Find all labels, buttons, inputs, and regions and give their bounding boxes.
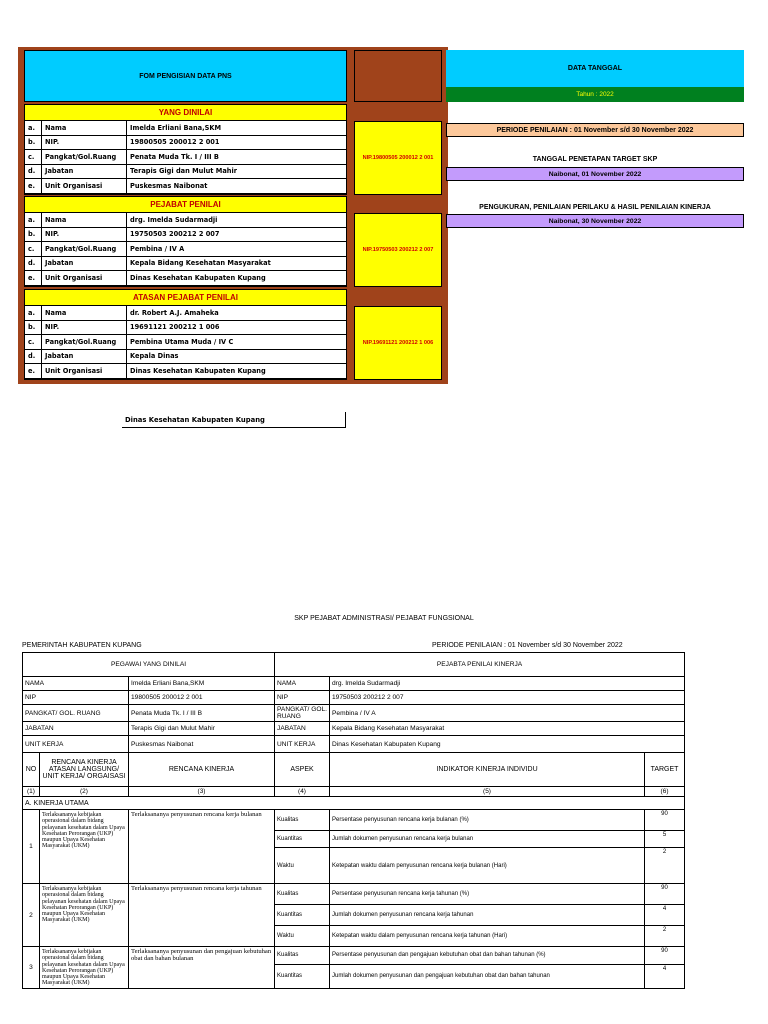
indicator-target: 2 xyxy=(645,848,685,884)
row-value: Kepala Dinas xyxy=(126,350,346,364)
indicator-target: 2 xyxy=(645,926,685,947)
form-row xyxy=(25,136,346,151)
left-id-value: Puskesmas Naibonat xyxy=(129,736,275,753)
indicator-aspek: Kualitas xyxy=(275,810,330,831)
row-letter: c. xyxy=(28,244,35,253)
form-row xyxy=(25,121,346,136)
row-value: 19800505 200012 2 001 xyxy=(126,136,346,150)
indicator-target: 90 xyxy=(645,810,685,831)
form-row xyxy=(25,364,346,379)
row-label: Jabatan xyxy=(41,165,126,179)
item-atasan: Terlaksananya kebijakan operasional dalam bidang pelayanan kesehatan dalam Upaya Kesehatan Perorangan (UKP) maupun Upaya Kesehatan Masyarakat (UKM) xyxy=(40,884,129,947)
col-atasan-head: RENCANA KINERJA ATASAN LANGSUNG/ UNIT KERJA/ ORGAISASI xyxy=(40,753,129,787)
right-id-label: JABATAN xyxy=(275,722,330,736)
footer-unit-text: Dinas Kesehatan Kabupaten Kupang xyxy=(125,415,265,424)
row-label: Pangkat/Gol.Ruang xyxy=(41,242,126,256)
row-value: Penata Muda Tk. I / III B xyxy=(126,150,346,164)
id-row xyxy=(23,722,685,736)
column-number-row xyxy=(23,787,685,797)
col-no-head: NO xyxy=(23,753,40,787)
indicator-target: 90 xyxy=(645,884,685,905)
left-party-heading: PEGAWAI YANG DINILAI xyxy=(23,653,275,677)
form-row xyxy=(25,321,346,336)
right-party-heading: PEJABTA PENILAI KINERJA xyxy=(275,653,685,677)
row-letter: a. xyxy=(28,215,35,224)
indicator-text: Ketepatan waktu dalam penyusunan rencana kerja tahunan (Hari) xyxy=(330,926,645,947)
row-letter: a. xyxy=(28,123,35,132)
target-date-box xyxy=(446,167,744,181)
indicator-text: Jumlah dokumen penyusunan dan pengajuan kebutuhan obat dan bahan tahunan xyxy=(330,964,645,988)
form-row xyxy=(25,242,346,257)
row-letter: c. xyxy=(28,337,35,346)
row-value: Terapis Gigi dan Mulut Mahir xyxy=(126,165,346,179)
row-label: Unit Organisasi xyxy=(41,364,126,378)
row-label: Unit Organisasi xyxy=(41,179,126,193)
nip-box-text: NIP.19691121 200212 1 006 xyxy=(362,340,434,346)
dates-year-box xyxy=(446,87,744,102)
row-label: Pangkat/Gol.Ruang xyxy=(41,335,126,349)
col-target-head: TARGET xyxy=(645,753,685,787)
target-heading: TANGGAL PENETAPAN TARGET SKP xyxy=(532,155,658,163)
skp-periode: PERIODE PENILAIAN : 01 November s/d 30 November 2022 xyxy=(432,642,623,649)
column-head-row xyxy=(23,753,685,787)
row-letter: b. xyxy=(28,323,36,332)
periode-box xyxy=(446,123,744,137)
id-row xyxy=(23,691,685,705)
penilaian-heading: PENGUKURAN, PENILAIAN PERILAKU & HASIL PENILAIAN KINERJA xyxy=(479,203,711,211)
indicator-target: 4 xyxy=(645,905,685,926)
left-id-label: UNIT KERJA xyxy=(23,736,129,753)
indicator-row xyxy=(23,810,685,831)
nip-box xyxy=(354,306,442,380)
indicator-text: Persentase penyusunan rencana kerja tahunan (%) xyxy=(330,884,645,905)
nip-box xyxy=(354,121,442,195)
section-a-label: A. KINERJA UTAMA xyxy=(23,797,685,810)
periode-text: PERIODE PENILAIAN : 01 November s/d 30 November 2022 xyxy=(496,126,694,134)
col-rencana-head: RENCANA KINERJA xyxy=(129,753,275,787)
indicator-text: Ketepatan waktu dalam penyusunan rencana kerja bulanan (Hari) xyxy=(330,848,645,884)
row-value: drg. Imelda Sudarmadji xyxy=(126,213,346,227)
row-value: Dinas Kesehatan Kabupaten Kupang xyxy=(126,364,346,378)
indicator-text: Jumlah dokumen penyusunan rencana kerja bulanan xyxy=(330,831,645,848)
section-heading: YANG DINILAI xyxy=(25,105,346,121)
indicator-aspek: Waktu xyxy=(275,848,330,884)
row-value: Pembina / IV A xyxy=(126,242,346,256)
row-letter: e. xyxy=(28,366,35,375)
row-value: 19750503 200212 2 007 xyxy=(126,228,346,242)
right-id-label: NAMA xyxy=(275,677,330,691)
form-title-box xyxy=(24,50,347,102)
id-row xyxy=(23,705,685,722)
nip-box-text: NIP.19750503 200212 2 007 xyxy=(362,247,434,253)
item-atasan: Terlaksananya kebijakan operasional dalam bidang pelayanan kesehatan dalam Upaya Kesehatan Perorangan (UKP) maupun Upaya Kesehatan Masyarakat (UKM) xyxy=(40,810,129,884)
row-label: NIP. xyxy=(41,228,126,242)
row-label: NIP. xyxy=(41,136,126,150)
target-date: Naibonat, 01 November 2022 xyxy=(548,170,642,178)
row-value: Puskesmas Naibonat xyxy=(126,179,346,193)
col-rencana-number: (3) xyxy=(129,787,275,797)
left-id-value: 19800505 200012 2 001 xyxy=(129,691,275,705)
form-row xyxy=(25,306,346,321)
row-value: Kepala Bidang Kesehatan Masyarakat xyxy=(126,257,346,271)
right-id-value: Dinas Kesehatan Kabupaten Kupang xyxy=(330,736,685,753)
row-letter: e. xyxy=(28,273,35,282)
row-label: Jabatan xyxy=(41,350,126,364)
pemerintah-label: PEMERINTAH KABUPATEN KUPANG xyxy=(22,642,142,649)
right-id-label: PANGKAT/ GOL. RUANG xyxy=(275,705,330,722)
right-id-value: Pembina / IV A xyxy=(330,705,685,722)
col-target-number: (6) xyxy=(645,787,685,797)
indicator-text: Persentase penyusunan rencana kerja bulanan (%) xyxy=(330,810,645,831)
indicator-aspek: Kualitas xyxy=(275,947,330,965)
right-id-value: 19750503 200212 2 007 xyxy=(330,691,685,705)
footer-unit-box xyxy=(122,412,346,428)
left-id-value: Penata Muda Tk. I / III B xyxy=(129,705,275,722)
col-indikator-number: (5) xyxy=(330,787,645,797)
section-row xyxy=(23,797,685,810)
form-section-2 xyxy=(24,196,347,287)
form-row xyxy=(25,335,346,350)
right-id-value: Kepala Bidang Kesehatan Masyarakat xyxy=(330,722,685,736)
row-letter: b. xyxy=(28,230,36,239)
row-value: 19691121 200212 1 006 xyxy=(126,321,346,335)
indicator-text: Persentase penyusunan dan pengajuan kebutuhan obat dan bahan tahunan (%) xyxy=(330,947,645,965)
skp-title: SKP PEJABAT ADMINISTRASI/ PEJABAT FUNGSIONAL xyxy=(294,614,474,622)
form-row xyxy=(25,257,346,272)
row-value: dr. Robert A.J. Amaheka xyxy=(126,306,346,320)
row-letter: b. xyxy=(28,138,36,147)
form-section-1 xyxy=(24,104,347,195)
nip-box xyxy=(354,213,442,287)
row-label: Unit Organisasi xyxy=(41,271,126,285)
left-id-label: PANGKAT/ GOL. RUANG xyxy=(23,705,129,722)
skp-table xyxy=(22,652,685,989)
left-id-label: NIP xyxy=(23,691,129,705)
row-label: Nama xyxy=(41,213,126,227)
row-letter: c. xyxy=(28,152,35,161)
left-id-value: Terapis Gigi dan Mulut Mahir xyxy=(129,722,275,736)
penilaian-date-box xyxy=(446,214,744,228)
left-id-label: JABATAN xyxy=(23,722,129,736)
row-label: Jabatan xyxy=(41,257,126,271)
indicator-row xyxy=(23,884,685,905)
row-value: Imelda Erliani Bana,SKM xyxy=(126,121,346,135)
dates-year: Tahun : 2022 xyxy=(576,91,614,98)
form-row xyxy=(25,271,346,286)
item-number: 3 xyxy=(23,947,40,989)
form-row xyxy=(25,228,346,243)
section-heading: ATASAN PEJABAT PENILAI xyxy=(25,290,346,306)
row-letter: d. xyxy=(28,352,36,361)
indicator-aspek: Waktu xyxy=(275,926,330,947)
section-heading: PEJABAT PENILAI xyxy=(25,197,346,213)
item-rencana: Terlaksananya penyusunan rencana kerja tahunan xyxy=(129,884,275,947)
item-atasan: Terlaksananya kebijakan operasional dalam bidang pelayanan kesehatan dalam Upaya Kesehatan Perorangan (UKP) maupun Upaya Kesehatan Masyarakat (UKM) xyxy=(40,947,129,989)
row-letter: a. xyxy=(28,308,35,317)
row-letter: d. xyxy=(28,167,36,176)
form-section-3 xyxy=(24,289,347,380)
indicator-target: 5 xyxy=(645,831,685,848)
nip-box-text: NIP.19800505 200012 2 001 xyxy=(362,155,434,161)
row-label: Pangkat/Gol.Ruang xyxy=(41,150,126,164)
penilaian-date: Naibonat, 30 November 2022 xyxy=(548,217,642,225)
skp-title-box xyxy=(0,612,768,624)
left-id-value: Imelda Erliani Bana,SKM xyxy=(129,677,275,691)
id-row xyxy=(23,677,685,691)
right-id-label: NIP xyxy=(275,691,330,705)
indicator-aspek: Kuantitas xyxy=(275,964,330,988)
row-label: Nama xyxy=(41,306,126,320)
item-number: 2 xyxy=(23,884,40,947)
form-title: FOM PENGISIAN DATA PNS xyxy=(139,72,232,80)
left-id-label: NAMA xyxy=(23,677,129,691)
col-atasan-number: (2) xyxy=(40,787,129,797)
form-row xyxy=(25,350,346,365)
item-rencana: Terlaksananya penyusunan rencana kerja bulanan xyxy=(129,810,275,884)
item-rencana: Terlaksananya penyusunan dan pengajuan kebutuhan obat dan bahan bulanan xyxy=(129,947,275,989)
row-letter: e. xyxy=(28,181,35,190)
form-row xyxy=(25,179,346,194)
target-heading-box xyxy=(446,152,744,166)
indicator-row xyxy=(23,947,685,965)
right-id-label: UNIT KERJA xyxy=(275,736,330,753)
indicator-aspek: Kualitas xyxy=(275,884,330,905)
indicator-text: Jumlah dokumen penyusunan rencana kerja tahunan xyxy=(330,905,645,926)
col-aspek-number: (4) xyxy=(275,787,330,797)
form-row xyxy=(25,150,346,165)
indicator-aspek: Kuantitas xyxy=(275,831,330,848)
party-head-row xyxy=(23,653,685,677)
form-title-side xyxy=(354,50,442,102)
col-indikator-head: INDIKATOR KINERJA INDIVIDU xyxy=(330,753,645,787)
row-value: Dinas Kesehatan Kabupaten Kupang xyxy=(126,271,346,285)
penilaian-heading-box xyxy=(446,200,744,214)
form-row xyxy=(25,213,346,228)
col-no-number: (1) xyxy=(23,787,40,797)
row-letter: d. xyxy=(28,259,36,268)
dates-title: DATA TANGGAL xyxy=(567,65,623,72)
item-number: 1 xyxy=(23,810,40,884)
right-id-value: drg. Imelda Sudarmadji xyxy=(330,677,685,691)
col-aspek-head: ASPEK xyxy=(275,753,330,787)
indicator-aspek: Kuantitas xyxy=(275,905,330,926)
dates-title-box xyxy=(446,50,744,87)
row-value: Pembina Utama Muda / IV C xyxy=(126,335,346,349)
indicator-target: 4 xyxy=(645,964,685,988)
id-row xyxy=(23,736,685,753)
row-label: NIP. xyxy=(41,321,126,335)
row-label: Nama xyxy=(41,121,126,135)
form-row xyxy=(25,165,346,180)
indicator-target: 90 xyxy=(645,947,685,965)
